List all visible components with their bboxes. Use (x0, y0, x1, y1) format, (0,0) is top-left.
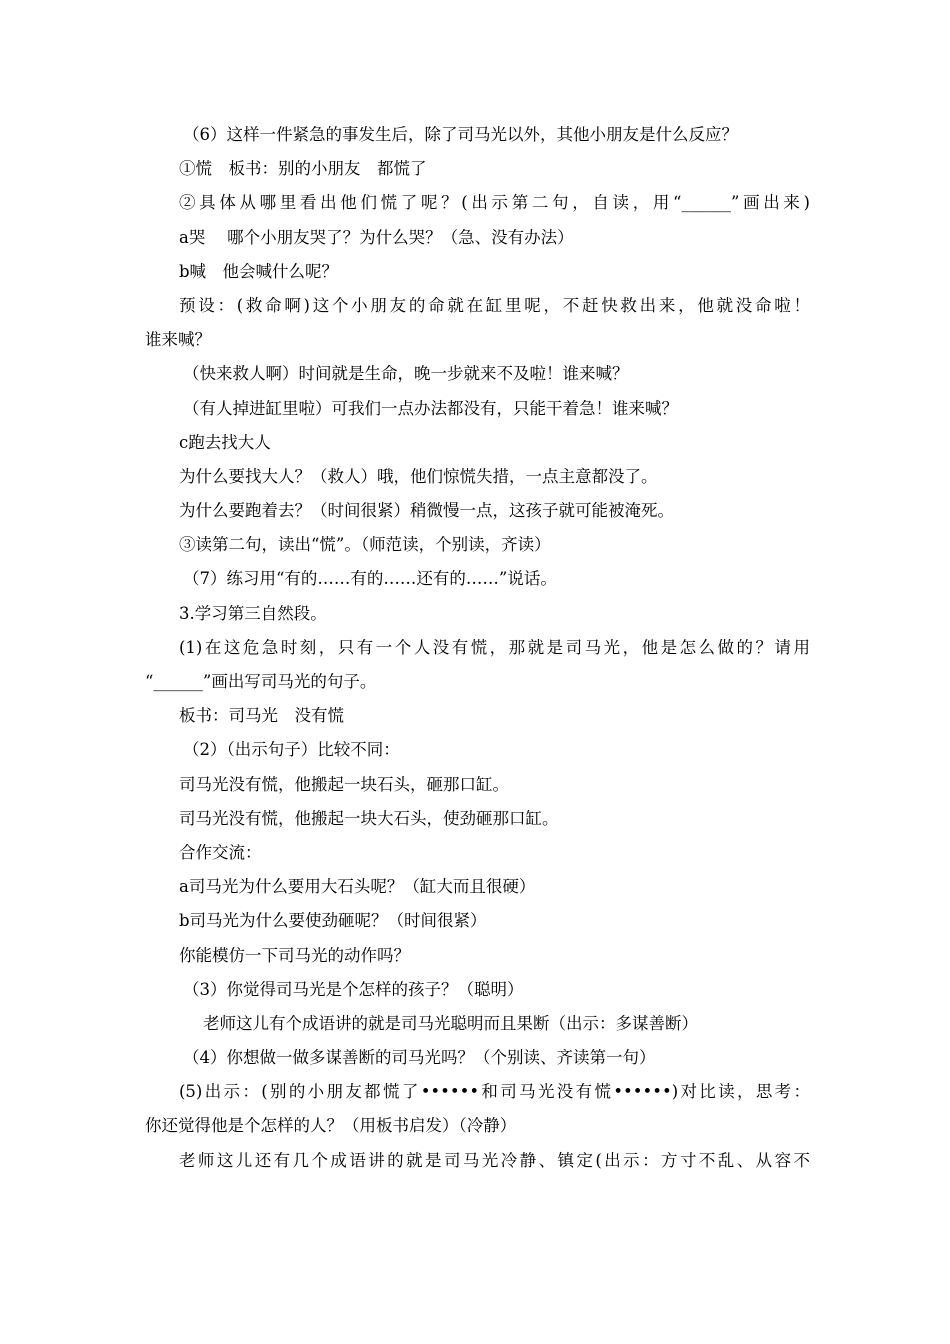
text-line: （快来救人啊）时间就是生命，晚一步就来不及啦！谁来喊？ (183, 364, 629, 384)
text-line: ①慌 板书：别的小朋友 都慌了 (179, 159, 427, 179)
text-line: (1)在这危急时刻，只有一个人没有慌，那就是司马光，他是怎么做的？请用 (179, 637, 810, 657)
text-line: 司马光没有慌，他搬起一块石头，砸那口缸。 (179, 774, 509, 794)
document-page (145, 118, 810, 1178)
text-line: 司马光没有慌，他搬起一块大石头，使劲砸那口缸。 (179, 808, 559, 828)
text-line: ②具体从哪里看出他们慌了呢？(出示第二句，自读，用“______”画出来) (179, 193, 810, 213)
text-line: 预设：(救命啊)这个小朋友的命就在缸里呢，不赶快救出来，他就没命啦！ (179, 295, 810, 315)
text-line: （有人掉进缸里啦）可我们一点办法都没有，只能干着急！谁来喊？ (183, 398, 678, 418)
text-line: 板书：司马光 没有慌 (179, 706, 344, 726)
text-line: 3.学习第三自然段。 (179, 603, 327, 623)
text-line: （7）练习用“有的……有的……还有的……”说话。 (183, 569, 557, 589)
text-line: c跑去找大人 (179, 432, 271, 452)
text-line: 你还觉得他是个怎样的人？（用板书启发）（冷静） (145, 1116, 517, 1136)
text-line: （4）你想做一做多谋善断的司马光吗？（个别读、齐读第一句） (183, 1048, 656, 1068)
text-line: （3）你觉得司马光是个怎样的孩子？（聪明） (183, 979, 524, 999)
text-line: a司马光为什么要用大石头呢？（缸大而且很硬） (179, 877, 536, 897)
text-line: 你能模仿一下司马光的动作吗？ (179, 945, 410, 965)
text-line: （6）这样一件紧急的事发生后，除了司马光以外，其他小朋友是什么反应？ (183, 125, 738, 144)
text-line: 为什么要找大人？（救人）哦，他们惊慌失措，一点主意都没了。 (179, 466, 658, 486)
text-line: 为什么要跑着去？（时间很紧）稍微慢一点，这孩子就可能被淹死。 (179, 501, 674, 521)
text-line: a哭 哪个小朋友哭了？为什么哭？（急、没有办法） (179, 227, 574, 247)
text-line: （2）（出示句子）比较不同： (183, 740, 400, 760)
text-line: 老师这儿有个成语讲的就是司马光聪明而且果断（出示：多谋善断） (203, 1013, 698, 1033)
text-line: ③读第二句，读出“慌”。（师范读，个别读，齐读） (179, 535, 551, 555)
text-line: 老师这儿还有几个成语讲的就是司马光冷静、镇定(出示：方寸不乱、从容不 (179, 1150, 810, 1170)
text-line: b司马光为什么要使劲砸呢？（时间很紧） (179, 911, 487, 931)
text-line: 谁来喊？ (145, 330, 211, 350)
text-line: b喊 他会喊什么呢？ (179, 261, 339, 281)
text-line: 合作交流： (179, 842, 262, 862)
text-line: “______”画出写司马光的句子。 (145, 672, 377, 691)
text-line: (5)出示：(别的小朋友都慌了••••••和司马光没有慌••••••)对比读，思考： (179, 1082, 810, 1102)
